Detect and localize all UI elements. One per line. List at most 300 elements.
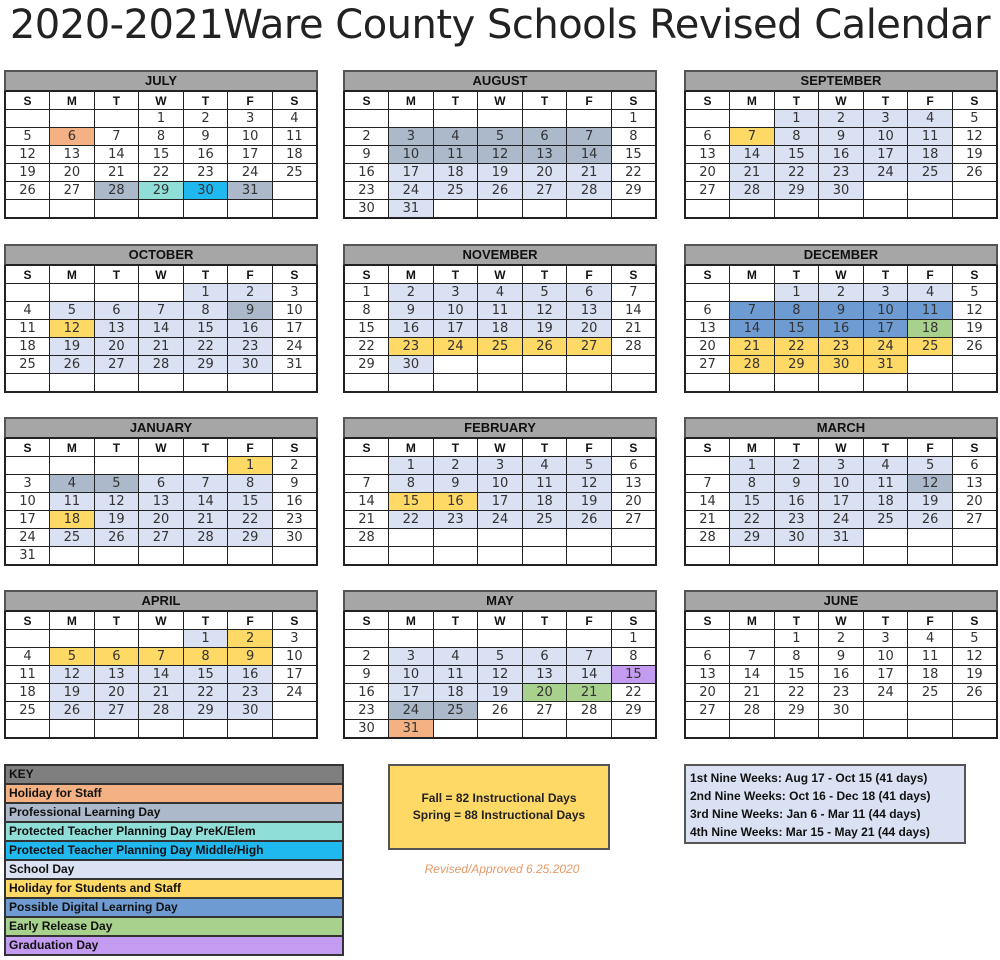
day-cell: 1 <box>611 110 656 128</box>
day-cell: 15 <box>183 666 228 684</box>
day-cell: 5 <box>908 457 953 475</box>
day-cell <box>478 356 523 374</box>
day-cell: 31 <box>863 356 908 374</box>
weekday-header: T <box>522 439 567 457</box>
weekday-header-row <box>685 439 997 457</box>
month-title: JULY <box>4 70 318 91</box>
day-cell: 10 <box>389 666 434 684</box>
legend-item: Holiday for Staff <box>4 785 344 804</box>
day-cell: 5 <box>50 648 95 666</box>
day-cell <box>228 720 273 739</box>
weekday-header: F <box>228 439 273 457</box>
day-cell: 18 <box>433 164 478 182</box>
day-cell: 21 <box>730 164 775 182</box>
day-cell: 14 <box>344 493 389 511</box>
day-cell: 23 <box>344 702 389 720</box>
day-cell <box>94 284 139 302</box>
day-cell: 8 <box>774 128 819 146</box>
day-cell: 25 <box>433 702 478 720</box>
day-cell: 16 <box>183 146 228 164</box>
day-cell: 17 <box>863 666 908 684</box>
day-cell: 25 <box>5 356 50 374</box>
nine-weeks-3: 3rd Nine Weeks: Jan 6 - Mar 11 (44 days) <box>690 807 921 821</box>
day-cell <box>478 110 523 128</box>
day-cell: 9 <box>344 146 389 164</box>
weekday-header: S <box>611 439 656 457</box>
month-title: SEPTEMBER <box>684 70 998 91</box>
day-cell: 14 <box>183 493 228 511</box>
month-august <box>343 70 657 219</box>
day-cell: 7 <box>567 128 612 146</box>
day-cell: 26 <box>94 529 139 547</box>
day-cell: 12 <box>50 320 95 338</box>
day-cell: 11 <box>433 666 478 684</box>
day-cell: 24 <box>389 702 434 720</box>
day-cell: 6 <box>139 475 184 493</box>
weekday-header: T <box>522 266 567 284</box>
day-cell: 9 <box>272 475 317 493</box>
weekday-header: S <box>5 266 50 284</box>
week-row <box>5 374 317 393</box>
day-cell: 29 <box>611 702 656 720</box>
day-cell: 15 <box>774 320 819 338</box>
day-cell: 20 <box>685 684 730 702</box>
day-cell: 10 <box>863 648 908 666</box>
day-cell: 11 <box>50 493 95 511</box>
day-cell: 16 <box>819 320 864 338</box>
day-cell <box>863 702 908 720</box>
weekday-header: T <box>94 266 139 284</box>
weekday-header: T <box>522 92 567 110</box>
day-cell: 29 <box>183 702 228 720</box>
weekday-header: T <box>94 612 139 630</box>
page-title: 2020-2021Ware County Schools Revised Calendar <box>9 2 991 48</box>
day-cell: 11 <box>908 128 953 146</box>
week-row <box>5 493 317 511</box>
day-cell: 20 <box>94 338 139 356</box>
day-cell: 9 <box>183 128 228 146</box>
weekday-header: T <box>522 612 567 630</box>
day-cell: 9 <box>819 648 864 666</box>
day-cell: 5 <box>478 128 523 146</box>
month-table <box>343 265 657 393</box>
day-cell <box>389 529 434 547</box>
day-cell: 8 <box>611 648 656 666</box>
week-row <box>685 457 997 475</box>
day-cell: 26 <box>952 164 997 182</box>
week-row <box>685 356 997 374</box>
day-cell: 5 <box>5 128 50 146</box>
day-cell <box>730 200 775 219</box>
day-cell: 29 <box>774 182 819 200</box>
day-cell: 2 <box>389 284 434 302</box>
day-cell <box>344 374 389 393</box>
day-cell: 2 <box>819 630 864 648</box>
day-cell: 3 <box>5 475 50 493</box>
nine-weeks-4: 4th Nine Weeks: Mar 15 - May 21 (44 days) <box>690 825 930 839</box>
weekday-header: S <box>952 266 997 284</box>
week-row <box>685 164 997 182</box>
day-cell: 18 <box>272 146 317 164</box>
day-cell <box>183 374 228 393</box>
day-cell: 8 <box>344 302 389 320</box>
day-cell: 3 <box>819 457 864 475</box>
week-row <box>344 702 656 720</box>
month-title: AUGUST <box>343 70 657 91</box>
day-cell: 26 <box>478 182 523 200</box>
day-cell: 8 <box>183 302 228 320</box>
day-cell: 28 <box>567 702 612 720</box>
day-cell: 18 <box>522 493 567 511</box>
weekday-header: S <box>685 612 730 630</box>
day-cell: 3 <box>863 284 908 302</box>
week-row <box>5 284 317 302</box>
day-cell: 5 <box>952 630 997 648</box>
weekday-header: T <box>774 612 819 630</box>
day-cell: 23 <box>819 338 864 356</box>
day-cell <box>433 374 478 393</box>
weekday-header: T <box>863 439 908 457</box>
day-cell: 28 <box>344 529 389 547</box>
week-row <box>685 338 997 356</box>
day-cell <box>908 529 953 547</box>
weekday-header: S <box>272 439 317 457</box>
weekday-header: S <box>611 612 656 630</box>
day-cell <box>685 547 730 566</box>
week-row <box>5 356 317 374</box>
day-cell <box>94 374 139 393</box>
day-cell: 3 <box>863 630 908 648</box>
month-january <box>4 417 318 566</box>
day-cell: 6 <box>685 302 730 320</box>
weekday-header: S <box>611 266 656 284</box>
day-cell: 19 <box>567 493 612 511</box>
week-row <box>344 511 656 529</box>
weekday-header: T <box>433 612 478 630</box>
legend-item: Possible Digital Learning Day <box>4 899 344 918</box>
day-cell: 12 <box>952 302 997 320</box>
day-cell: 10 <box>478 475 523 493</box>
day-cell <box>272 547 317 566</box>
day-cell: 3 <box>389 128 434 146</box>
day-cell: 3 <box>863 110 908 128</box>
weekday-header-row <box>685 92 997 110</box>
day-cell: 15 <box>611 146 656 164</box>
day-cell <box>952 702 997 720</box>
day-cell <box>567 200 612 219</box>
day-cell: 25 <box>478 338 523 356</box>
day-cell: 26 <box>478 702 523 720</box>
day-cell: 10 <box>389 146 434 164</box>
day-cell: 12 <box>908 475 953 493</box>
day-cell: 12 <box>94 493 139 511</box>
day-cell <box>611 529 656 547</box>
day-cell: 19 <box>952 146 997 164</box>
day-cell <box>730 110 775 128</box>
week-row <box>344 200 656 219</box>
month-title: NOVEMBER <box>343 244 657 265</box>
day-cell <box>50 374 95 393</box>
day-cell: 2 <box>433 457 478 475</box>
week-row <box>5 666 317 684</box>
day-cell: 22 <box>774 164 819 182</box>
day-cell <box>522 200 567 219</box>
month-table <box>4 265 318 393</box>
day-cell <box>611 356 656 374</box>
day-cell: 19 <box>952 320 997 338</box>
day-cell: 16 <box>819 666 864 684</box>
week-row <box>5 338 317 356</box>
day-cell: 17 <box>863 146 908 164</box>
weekday-header: M <box>50 612 95 630</box>
day-cell: 24 <box>389 182 434 200</box>
day-cell: 16 <box>228 320 273 338</box>
day-cell: 13 <box>567 302 612 320</box>
day-cell <box>567 110 612 128</box>
week-row <box>344 475 656 493</box>
day-cell: 19 <box>50 684 95 702</box>
day-cell: 17 <box>5 511 50 529</box>
day-cell <box>478 720 523 739</box>
week-row <box>5 110 317 128</box>
day-cell: 21 <box>611 320 656 338</box>
week-row <box>685 547 997 566</box>
day-cell: 27 <box>685 356 730 374</box>
day-cell: 6 <box>685 128 730 146</box>
week-row <box>344 164 656 182</box>
weekday-header: M <box>730 439 775 457</box>
week-row <box>344 547 656 566</box>
week-row <box>5 684 317 702</box>
day-cell <box>50 284 95 302</box>
day-cell <box>139 630 184 648</box>
week-row <box>685 374 997 393</box>
day-cell: 18 <box>433 684 478 702</box>
week-row <box>344 648 656 666</box>
day-cell: 13 <box>94 320 139 338</box>
day-cell: 12 <box>478 146 523 164</box>
month-title: FEBRUARY <box>343 417 657 438</box>
week-row <box>685 666 997 684</box>
weekday-header: S <box>272 266 317 284</box>
month-june <box>684 590 998 739</box>
week-row <box>5 511 317 529</box>
day-cell: 2 <box>228 630 273 648</box>
weekday-header: S <box>344 439 389 457</box>
day-cell: 30 <box>344 720 389 739</box>
day-cell: 13 <box>685 666 730 684</box>
day-cell <box>730 374 775 393</box>
weekday-header: W <box>819 612 864 630</box>
week-row <box>344 684 656 702</box>
day-cell: 26 <box>5 182 50 200</box>
day-cell: 15 <box>228 493 273 511</box>
day-cell <box>567 547 612 566</box>
weekday-header: W <box>478 439 523 457</box>
day-cell: 24 <box>228 164 273 182</box>
day-cell: 6 <box>94 648 139 666</box>
day-cell: 14 <box>685 493 730 511</box>
week-row <box>5 457 317 475</box>
day-cell: 20 <box>522 684 567 702</box>
day-cell: 3 <box>272 630 317 648</box>
day-cell: 14 <box>567 146 612 164</box>
day-cell: 14 <box>611 302 656 320</box>
day-cell: 22 <box>730 511 775 529</box>
day-cell: 22 <box>183 338 228 356</box>
day-cell: 18 <box>50 511 95 529</box>
week-row <box>344 666 656 684</box>
day-cell <box>952 374 997 393</box>
day-cell <box>522 630 567 648</box>
weekday-header: T <box>183 92 228 110</box>
day-cell: 6 <box>50 128 95 146</box>
month-july <box>4 70 318 219</box>
week-row <box>344 320 656 338</box>
day-cell <box>908 200 953 219</box>
weekday-header: S <box>344 266 389 284</box>
day-cell: 23 <box>183 164 228 182</box>
week-row <box>344 182 656 200</box>
day-cell <box>908 356 953 374</box>
month-title: MAY <box>343 590 657 611</box>
day-cell: 4 <box>908 110 953 128</box>
day-cell: 29 <box>228 529 273 547</box>
day-cell: 27 <box>522 182 567 200</box>
day-cell: 10 <box>863 302 908 320</box>
weekday-header: T <box>774 92 819 110</box>
day-cell: 26 <box>908 511 953 529</box>
weekday-header: T <box>863 612 908 630</box>
week-row <box>344 284 656 302</box>
day-cell: 17 <box>863 320 908 338</box>
month-table <box>4 438 318 566</box>
day-cell: 1 <box>611 630 656 648</box>
day-cell: 28 <box>730 356 775 374</box>
month-february <box>343 417 657 566</box>
weekday-header-row <box>5 92 317 110</box>
day-cell <box>433 547 478 566</box>
day-cell: 31 <box>272 356 317 374</box>
day-cell: 1 <box>139 110 184 128</box>
day-cell: 26 <box>50 356 95 374</box>
day-cell: 13 <box>685 320 730 338</box>
weekday-header: W <box>478 92 523 110</box>
week-row <box>5 128 317 146</box>
day-cell: 11 <box>522 475 567 493</box>
week-row <box>685 146 997 164</box>
week-row <box>344 374 656 393</box>
day-cell: 22 <box>611 164 656 182</box>
day-cell: 10 <box>819 475 864 493</box>
day-cell <box>228 374 273 393</box>
day-cell <box>389 547 434 566</box>
weekday-header: S <box>952 92 997 110</box>
weekday-header-row <box>5 612 317 630</box>
day-cell: 12 <box>952 128 997 146</box>
day-cell: 25 <box>522 511 567 529</box>
day-cell <box>344 547 389 566</box>
day-cell <box>863 529 908 547</box>
month-title: MARCH <box>684 417 998 438</box>
day-cell: 18 <box>908 146 953 164</box>
day-cell: 6 <box>611 457 656 475</box>
week-row <box>685 493 997 511</box>
day-cell <box>774 720 819 739</box>
day-cell <box>863 547 908 566</box>
day-cell: 1 <box>774 110 819 128</box>
day-cell: 27 <box>952 511 997 529</box>
day-cell <box>522 356 567 374</box>
day-cell: 8 <box>389 475 434 493</box>
day-cell: 10 <box>433 302 478 320</box>
day-cell <box>50 630 95 648</box>
week-row <box>344 493 656 511</box>
day-cell: 15 <box>183 320 228 338</box>
day-cell <box>50 547 95 566</box>
day-cell: 21 <box>567 164 612 182</box>
day-cell: 27 <box>685 702 730 720</box>
day-cell: 27 <box>94 356 139 374</box>
day-cell: 29 <box>344 356 389 374</box>
day-cell: 31 <box>5 547 50 566</box>
day-cell <box>5 457 50 475</box>
day-cell: 21 <box>94 164 139 182</box>
week-row <box>5 529 317 547</box>
week-row <box>685 200 997 219</box>
day-cell: 10 <box>272 302 317 320</box>
month-table <box>4 91 318 219</box>
day-cell: 22 <box>389 511 434 529</box>
day-cell <box>5 720 50 739</box>
day-cell: 5 <box>952 110 997 128</box>
day-cell: 18 <box>863 493 908 511</box>
week-row <box>685 529 997 547</box>
day-cell <box>272 374 317 393</box>
day-cell: 13 <box>611 475 656 493</box>
day-cell <box>433 356 478 374</box>
day-cell: 21 <box>344 511 389 529</box>
day-cell <box>344 110 389 128</box>
weekday-header: M <box>730 266 775 284</box>
week-row <box>685 720 997 739</box>
day-cell: 7 <box>567 648 612 666</box>
day-cell <box>50 200 95 219</box>
day-cell: 19 <box>50 338 95 356</box>
weekday-header: S <box>685 439 730 457</box>
day-cell: 15 <box>139 146 184 164</box>
day-cell: 4 <box>478 284 523 302</box>
day-cell: 13 <box>522 146 567 164</box>
weekday-header: T <box>774 266 819 284</box>
day-cell: 30 <box>344 200 389 219</box>
day-cell: 2 <box>819 284 864 302</box>
day-cell: 30 <box>819 182 864 200</box>
day-cell: 4 <box>863 457 908 475</box>
day-cell: 7 <box>183 475 228 493</box>
day-cell: 26 <box>567 511 612 529</box>
day-cell: 9 <box>389 302 434 320</box>
weekday-header: F <box>567 92 612 110</box>
day-cell: 2 <box>819 110 864 128</box>
day-cell: 9 <box>228 648 273 666</box>
day-cell: 16 <box>344 684 389 702</box>
day-cell <box>50 110 95 128</box>
weekday-header: T <box>183 266 228 284</box>
day-cell: 29 <box>611 182 656 200</box>
day-cell <box>272 720 317 739</box>
weekday-header: S <box>5 92 50 110</box>
